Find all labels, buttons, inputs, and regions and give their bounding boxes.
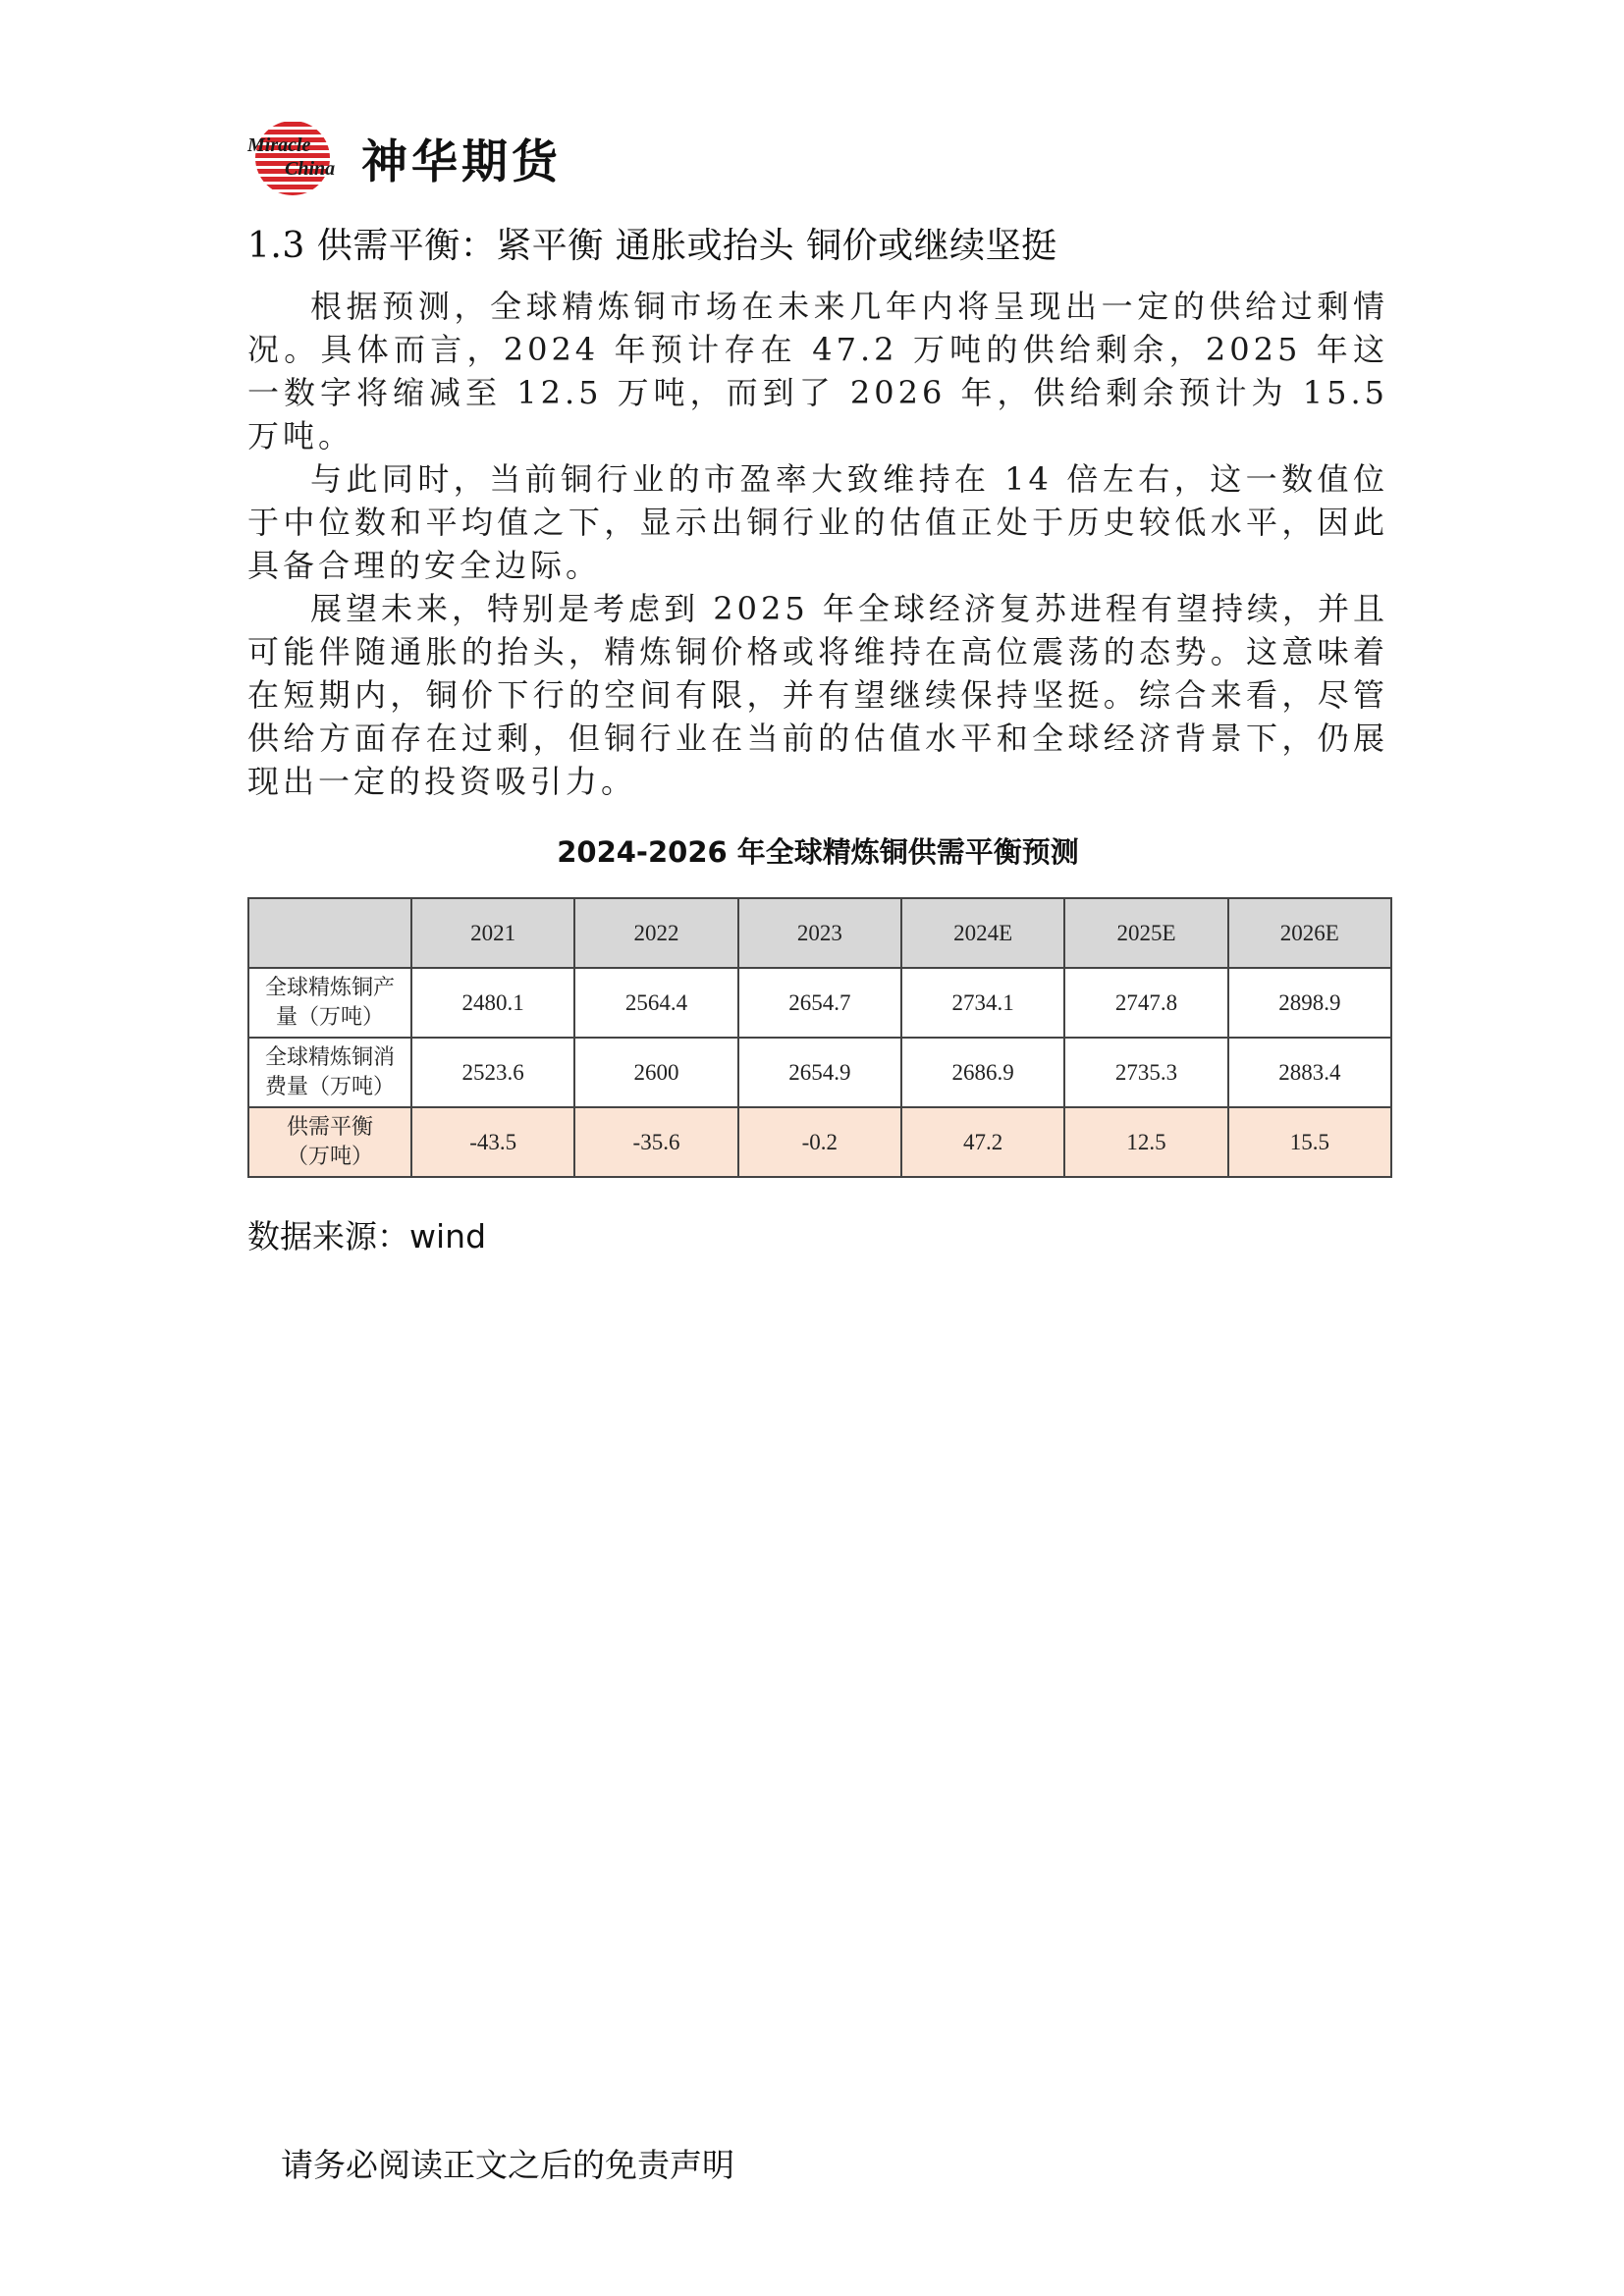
table-cell: -0.2 bbox=[738, 1107, 901, 1177]
table-cell: 2480.1 bbox=[411, 968, 574, 1038]
column-header: 2023 bbox=[738, 898, 901, 968]
table-cell: -35.6 bbox=[574, 1107, 737, 1177]
table-title: 2024-2026 年全球精炼铜供需平衡预测 bbox=[557, 835, 1079, 869]
column-header: 2024E bbox=[901, 898, 1064, 968]
data-source-note: 数据来源：wind bbox=[247, 1217, 487, 1255]
table-cell: -43.5 bbox=[411, 1107, 574, 1177]
table-row-production bbox=[248, 968, 1391, 1038]
table-corner-cell bbox=[248, 898, 411, 968]
row-label-line2: 量（万吨） bbox=[275, 1004, 384, 1030]
table-cell: 47.2 bbox=[901, 1107, 1064, 1177]
row-label bbox=[248, 1038, 411, 1107]
company-logo bbox=[247, 116, 581, 200]
table-cell: 2654.9 bbox=[738, 1038, 901, 1107]
table-header-row bbox=[248, 898, 1391, 968]
column-header: 2022 bbox=[574, 898, 737, 968]
logo-globe-icon bbox=[247, 118, 344, 196]
footer-disclaimer: 请务必阅读正文之后的免责声明 bbox=[281, 2146, 734, 2184]
table-cell: 2523.6 bbox=[411, 1038, 574, 1107]
table-cell: 15.5 bbox=[1228, 1107, 1391, 1177]
table-cell: 2734.1 bbox=[901, 968, 1064, 1038]
column-header: 2021 bbox=[411, 898, 574, 968]
column-header: 2026E bbox=[1228, 898, 1391, 968]
logo-text-china: China bbox=[285, 158, 336, 180]
supply-demand-table bbox=[247, 897, 1392, 1178]
body-text bbox=[247, 285, 1388, 803]
row-label-line1: 全球精炼铜消 bbox=[264, 1044, 395, 1070]
table-cell: 2898.9 bbox=[1228, 968, 1391, 1038]
paragraph-1: 根据预测，全球精炼铜市场在未来几年内将呈现出一定的供给过剩情况。具体而言，2024 年预计存在 47.2 万吨的供给剩余，2025 年这一数字将缩减至 12.5 万吨，而到了 2026 年，供给剩余预计为 15.5 万吨。 bbox=[247, 288, 1388, 454]
row-label-line2: （万吨） bbox=[286, 1144, 373, 1169]
table-cell: 2686.9 bbox=[901, 1038, 1064, 1107]
table-cell: 2600 bbox=[574, 1038, 737, 1107]
row-label-line2: 费量（万吨） bbox=[264, 1074, 395, 1099]
table-row-consumption bbox=[248, 1038, 1391, 1107]
table-row-balance bbox=[248, 1107, 1391, 1177]
company-name: 神华期货 bbox=[361, 135, 562, 189]
table-cell: 2735.3 bbox=[1064, 1038, 1227, 1107]
table-cell: 2564.4 bbox=[574, 968, 737, 1038]
row-label-line1: 供需平衡 bbox=[286, 1114, 373, 1140]
row-label bbox=[248, 1107, 411, 1177]
row-label bbox=[248, 968, 411, 1038]
paragraph-3: 展望未来，特别是考虑到 2025 年全球经济复苏进程有望持续，并且可能伴随通胀的抬头，精炼铜价格或将维持在高位震荡的态势。这意味着在短期内，铜价下行的空间有限，并有望继续保持坚挺。综合来看，尽管供给方面存在过剩，但铜行业在当前的估值水平和全球经济背景下，仍展现出一定的投资吸引力。 bbox=[247, 590, 1388, 800]
table-cell: 2654.7 bbox=[738, 968, 901, 1038]
section-title: 1.3 供需平衡：紧平衡 通胀或抬头 铜价或继续坚挺 bbox=[247, 226, 1057, 266]
paragraph-2: 与此同时，当前铜行业的市盈率大致维持在 14 倍左右，这一数值位于中位数和平均值之下，显示出铜行业的估值正处于历史较低水平，因此具备合理的安全边际。 bbox=[247, 460, 1388, 584]
table-cell: 2883.4 bbox=[1228, 1038, 1391, 1107]
table-cell: 12.5 bbox=[1064, 1107, 1227, 1177]
column-header: 2025E bbox=[1064, 898, 1227, 968]
logo-text-miracle: Miracle bbox=[247, 134, 311, 156]
row-label-line1: 全球精炼铜产 bbox=[264, 975, 395, 1000]
table-cell: 2747.8 bbox=[1064, 968, 1227, 1038]
